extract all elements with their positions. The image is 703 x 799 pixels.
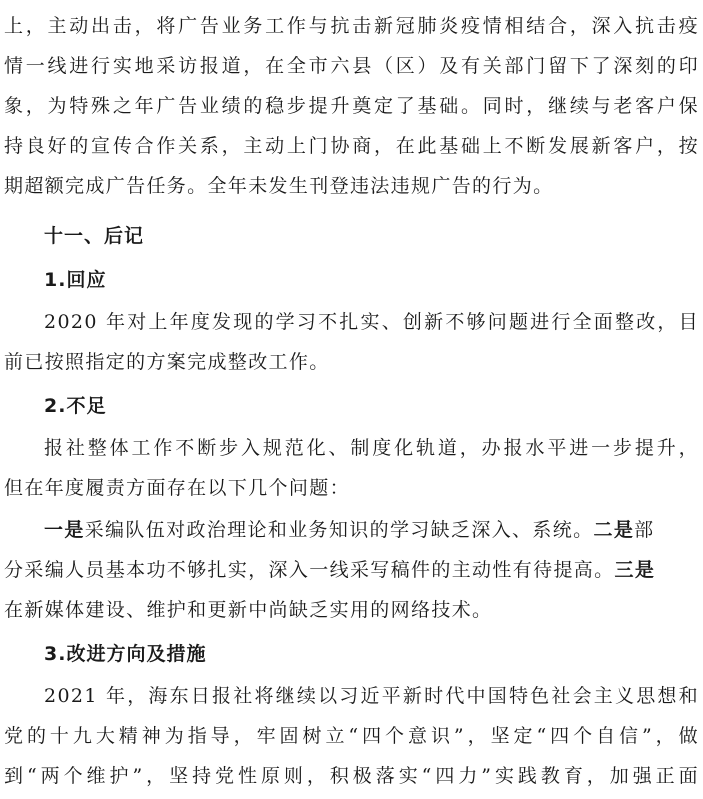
emphasis-text: 一是 xyxy=(44,519,85,541)
subsection-heading: 2.不足 xyxy=(44,395,107,417)
paragraph-line: 2020 年对上年度发现的学习不扎实、创新不够问题进行全面整改，目 xyxy=(44,311,699,333)
inline-text: 分采编人员基本功不够扎实，深入一线采写稿件的主动性有待提高。 xyxy=(4,559,615,581)
paragraph-line: 报社整体工作不断步入规范化、制度化轨道，办报水平进一步提升， xyxy=(44,437,699,459)
paragraph-line: 上，主动出击，将广告业务工作与抗击新冠肺炎疫情相结合，深入抗击疫 xyxy=(4,15,699,37)
paragraph-line: 象，为特殊之年广告业绩的稳步提升奠定了基础。同时，继续与老客户保 xyxy=(4,95,699,117)
paragraph-line: 持良好的宣传合作关系，主动上门协商，在此基础上不断发展新客户，按 xyxy=(4,135,699,157)
paragraph-line: 前已按照指定的方案完成整改工作。 xyxy=(4,351,330,373)
inline-text: 采编队伍对政治理论和业务知识的学习缺乏深入、系统。 xyxy=(84,519,594,541)
paragraph-line: 党的十九大精神为指导，牢固树立“四个意识”，坚定“四个自信”，做 xyxy=(4,725,699,747)
inline-text: 部 xyxy=(634,519,655,541)
subsection-heading: 3.改进方向及措施 xyxy=(44,643,207,665)
section-heading: 十一、后记 xyxy=(44,225,145,247)
paragraph-line: 2021 年，海东日报社将继续以习近平新时代中国特色社会主义思想和 xyxy=(44,685,699,707)
emphasis-text: 二是 xyxy=(593,519,635,541)
paragraph-line: 在新媒体建设、维护和更新中尚缺乏实用的网络技术。 xyxy=(4,599,493,621)
paragraph-line: 情一线进行实地采访报道，在全市六县（区）及有关部门留下了深刻的印 xyxy=(4,55,699,77)
paragraph-line: 期超额完成广告任务。全年未发生刊登违法违规广告的行为。 xyxy=(4,175,554,197)
paragraph-line xyxy=(4,550,699,590)
emphasis-text: 三是 xyxy=(614,559,656,581)
paragraph-line xyxy=(44,510,699,550)
subsection-heading: 1.回应 xyxy=(44,269,107,291)
paragraph-line: 到“两个维护”，坚持党性原则，积极落实“四力”实践教育，加强正面 xyxy=(4,765,699,787)
paragraph-line: 但在年度履责方面存在以下几个问题： xyxy=(4,477,350,499)
